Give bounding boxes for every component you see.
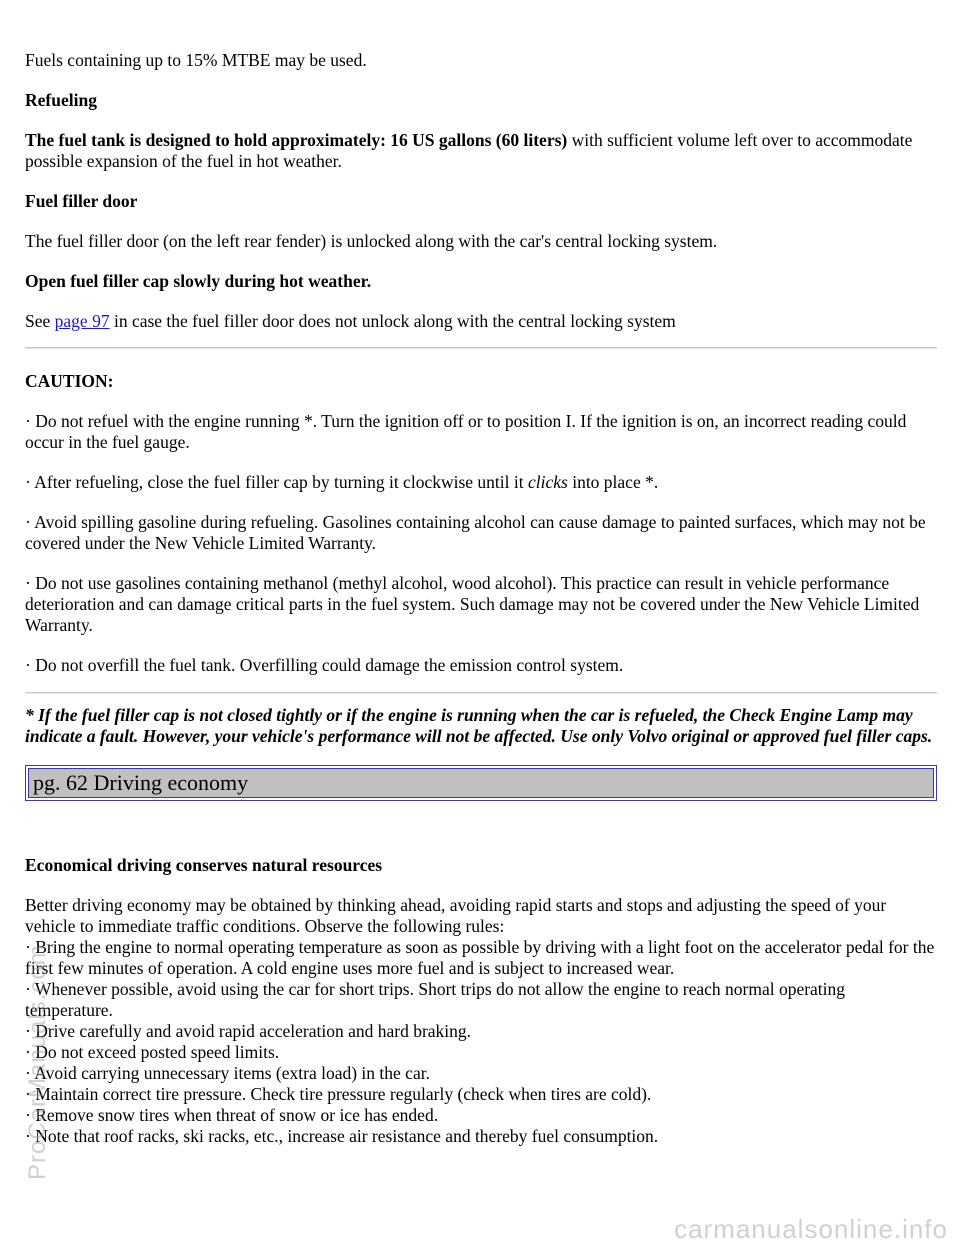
list-item: · Note that roof racks, ski racks, etc., increase air resistance and thereby fuel consumption. xyxy=(25,1126,659,1146)
see-prefix: See xyxy=(25,311,55,331)
list-item: · Do not exceed posted speed limits. xyxy=(25,1042,280,1062)
list-item: · Whenever possible, avoid using the car for short trips. Short trips do not allow the engine to reach normal operating temperature. xyxy=(25,979,846,1020)
mtbe-note: Fuels containing up to 15% MTBE may be used. xyxy=(25,50,367,70)
side-watermark-text: ProCarManuals.com xyxy=(24,944,51,1180)
manual-page xyxy=(25,50,937,1147)
caution-item: · Do not use gasolines containing methanol (methyl alcohol, wood alcohol). This practice can result in vehicle performance deterioration and can damage critical parts in the fuel system. Such damage may not be covered under the New Vehicle Limited Warranty. xyxy=(25,573,920,635)
page-97-link[interactable]: page 97 xyxy=(54,311,110,331)
economy-rules-list xyxy=(25,937,937,1147)
caution-item: · Do not overfill the fuel tank. Overfilling could damage the emission control system. xyxy=(25,655,624,675)
list-item: · Maintain correct tire pressure. Check tire pressure regularly (check when tires are cold). xyxy=(25,1084,652,1104)
divider xyxy=(25,692,937,694)
caution-item: · Do not refuel with the engine running *. Turn the ignition off or to position I. If the ignition is on, an incorrect reading could occur in the fuel gauge. xyxy=(25,411,907,452)
divider xyxy=(25,347,937,349)
side-watermark xyxy=(2,520,51,1180)
caution-item xyxy=(25,472,937,493)
caution-item-italic: clicks xyxy=(527,472,568,492)
tank-capacity-bold: The fuel tank is designed to hold approximately: 16 US gallons (60 liters) xyxy=(25,130,568,150)
caution-heading: CAUTION: xyxy=(25,371,114,391)
tank-capacity-rest: with sufficient volume left over to accommodate possible expansion of the fuel in hot weather. xyxy=(25,130,913,171)
economy-heading: Economical driving conserves natural resources xyxy=(25,855,383,875)
tank-capacity-text xyxy=(25,130,937,172)
see-page-text xyxy=(25,311,937,332)
refueling-heading: Refueling xyxy=(25,90,97,110)
filler-door-text: The fuel filler door (on the left rear fender) is unlocked along with the car's central locking system. xyxy=(25,231,718,251)
footnote: * If the fuel filler cap is not closed tightly or if the engine is running when the car is refueled, the Check Engine Lamp may indicate a fault. However, your vehicle's performance will not be affected. Use only Volvo original or approved fuel filler caps. xyxy=(25,705,933,746)
list-item: · Avoid carrying unnecessary items (extra load) in the car. xyxy=(25,1063,430,1083)
caution-item: · Avoid spilling gasoline during refueling. Gasolines containing alcohol can cause damage to painted surfaces, which may not be covered under the New Vehicle Limited Warranty. xyxy=(25,512,926,553)
bottom-watermark: carmanualsonline.info xyxy=(674,1214,948,1244)
section-title: pg. 62 Driving economy xyxy=(28,768,934,798)
list-item: · Bring the engine to normal operating temperature as soon as possible by driving with a light foot on the accelerator pedal for the first few minutes of operation. A cold engine uses more fuel and is subject to increased wear. xyxy=(25,937,935,978)
caution-item-prefix: · After refueling, close the fuel filler cap by turning it clockwise until it xyxy=(25,472,528,492)
section-header-box xyxy=(25,765,937,801)
filler-door-heading: Fuel filler door xyxy=(25,191,138,211)
list-item: · Remove snow tires when threat of snow or ice has ended. xyxy=(25,1105,439,1125)
list-item: · Drive carefully and avoid rapid acceleration and hard braking. xyxy=(25,1021,472,1041)
economy-intro: Better driving economy may be obtained by thinking ahead, avoiding rapid starts and stops and adjusting the speed of your vehicle to immediate traffic conditions. Observe the following rules: xyxy=(25,895,887,936)
hot-weather-warning: Open fuel filler cap slowly during hot weather. xyxy=(25,271,372,291)
caution-item-suffix: into place *. xyxy=(567,472,659,492)
see-suffix: in case the fuel filler door does not unlock along with the central locking system xyxy=(109,311,676,331)
